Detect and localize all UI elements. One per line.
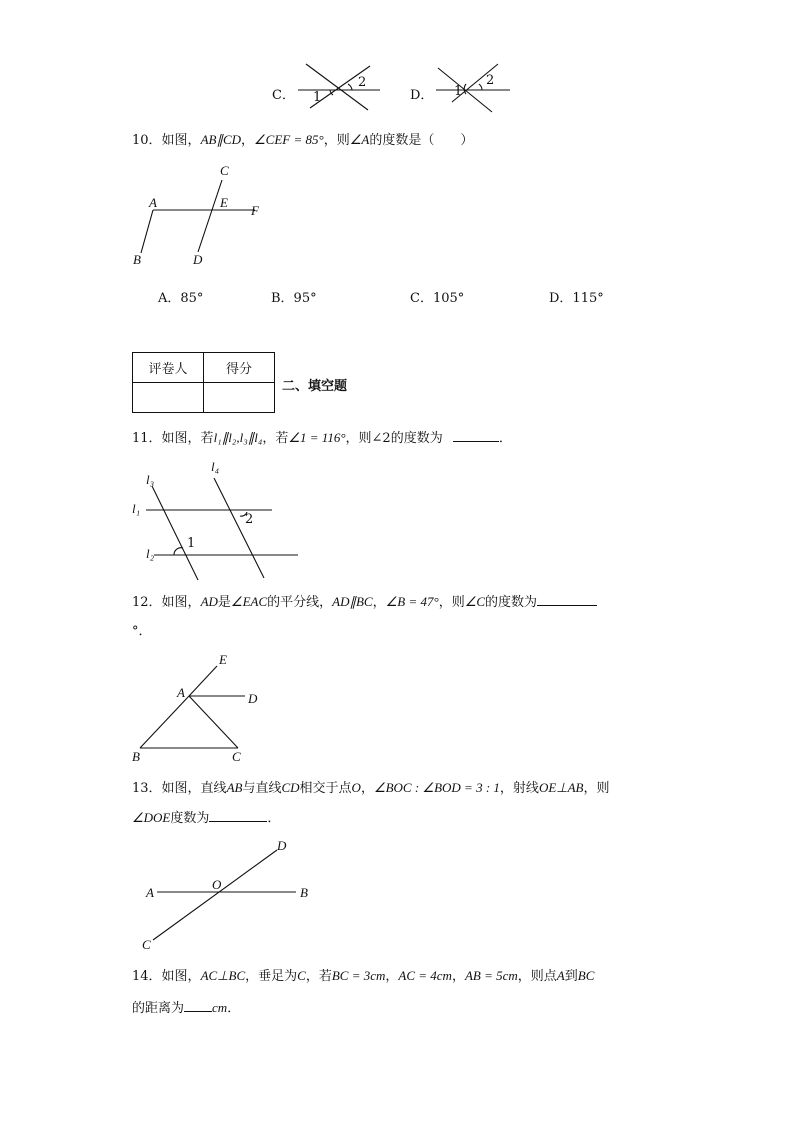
text: 如图， [161,969,201,984]
math-expr: ∠BOC : ∠BOD = 3 : 1 [373,780,500,795]
label-angle2: 2 [245,512,254,527]
text: ，射线 [499,781,539,796]
math-expr: AB [226,780,243,795]
text: ，则点 [517,969,557,984]
math-expr: ∠B = 47° [385,594,439,609]
math-expr: AB∥CD [200,132,242,147]
label-c: C [142,937,151,952]
text: 度数为 [170,811,210,826]
question-12-line2: °． [132,624,152,639]
section-title: 二、填空题 [282,379,348,394]
text: 的距离为 [132,1001,185,1016]
question-11-figure [140,460,320,590]
question-12-text [132,592,597,613]
question-number: 11． [132,431,162,446]
math-expr: l₃∥l₄ [239,430,263,445]
text: ，则 [323,133,350,148]
question-number: 12． [132,595,162,610]
math-expr: AB = 5cm [464,968,518,983]
label-c: C [232,749,241,764]
text: ， [241,133,255,148]
question-13-line2 [132,808,280,829]
label-c: C [220,163,229,178]
score-table-header-score: 得分 [204,353,275,383]
question-13-figure [150,840,320,950]
math-expr: BC [577,968,595,983]
label-angle1: 1 [187,536,196,551]
label-b: B [133,252,141,267]
math-expr: ∠CEF = 85° [254,132,324,147]
question-11-text [132,428,512,449]
math-expr: CD [281,780,300,795]
question-number: 13． [132,781,162,796]
unit: cm [212,1000,228,1015]
question-13-text [132,778,610,799]
label-b: B [300,885,308,900]
q10-option-a[interactable]: A．85° [158,291,204,306]
text: 的度数为 [485,595,538,610]
label-d: D [248,691,258,706]
question-12-figure [135,652,265,762]
text: 相交于点 [299,781,352,796]
answer-blank[interactable] [453,441,499,442]
math-expr: AD [200,594,218,609]
question-14-text [132,966,594,987]
option-d-angle2: 2 [486,73,495,88]
q10-option-b[interactable]: B．95° [271,291,317,306]
text: ． [498,431,512,446]
text: ， [385,969,399,984]
question-14-line2 [132,998,240,1019]
text: ，若 [305,969,332,984]
answer-blank[interactable] [537,605,597,606]
text: ，则 [583,781,610,796]
score-table-cell-grader[interactable] [133,383,204,413]
question-number: 14． [132,969,162,984]
label-l3: l₃ [146,472,155,487]
answer-blank[interactable] [209,821,267,822]
math-expr: AD∥BC [332,594,373,609]
text: ． [267,811,281,826]
text: ，则 [438,595,465,610]
text: ， [451,969,465,984]
label-a: A [146,885,154,900]
label-f: F [251,203,259,218]
text: ． [227,1001,241,1016]
label-e: E [219,652,227,667]
text: ，则∠2的度数为 [345,431,443,446]
label-l4: l₄ [211,459,220,474]
text: ， [372,595,386,610]
text: 的平分线， [267,595,333,610]
option-c-angle2: 2 [358,75,367,90]
label-o: O [212,877,222,892]
label-l1: l₁ [132,501,141,516]
label-b: B [132,749,140,764]
math-expr: l₁∥l₂ [213,430,237,445]
text: 与直线 [242,781,282,796]
label-a: A [177,685,185,700]
text: 到 [564,969,578,984]
math-expr: ∠1 = 116° [288,430,346,445]
math-expr: O [351,780,361,795]
math-expr: ∠EAC [230,594,268,609]
math-expr: ∠A [349,132,370,147]
label-d: D [193,252,203,267]
q10-option-c[interactable]: C．105° [410,291,465,306]
math-expr: OE⊥AB [538,780,584,795]
text: ， [360,781,374,796]
label-a: A [149,195,157,210]
option-c-angle1: 1 [313,90,322,105]
label-d: D [277,838,287,853]
score-table [132,352,275,413]
text: 如图，直线 [161,781,227,796]
math-expr: BC = 3cm [331,968,386,983]
math-expr: , [236,430,240,445]
math-expr: ∠DOE [132,810,171,825]
q10-option-d[interactable]: D．115° [549,291,604,306]
text: ，若 [262,431,289,446]
label-e: E [220,195,228,210]
text: 如图，若 [161,431,214,446]
option-d-figure [436,62,516,112]
score-table-header-grader: 评卷人 [133,353,204,383]
answer-blank[interactable] [184,1011,212,1012]
option-d-angle1: 1 [454,84,463,99]
score-table-cell-score[interactable] [204,383,275,413]
label-l2: l₂ [146,546,155,561]
math-expr: AC = 4cm [398,968,452,983]
option-c-label: C． [272,88,295,103]
math-expr: ∠C [464,594,486,609]
option-d-label: D． [410,88,434,103]
question-10-text [132,130,473,151]
text: 的度数是（ ） [369,133,474,148]
math-expr: AC⊥BC [200,968,246,983]
question-number: 10． [132,133,162,148]
text: 如图， [161,133,201,148]
text: 是 [217,595,231,610]
math-expr: C [297,968,306,983]
text: 如图， [161,595,201,610]
math-expr: A [556,968,565,983]
text: ，垂足为 [245,969,298,984]
